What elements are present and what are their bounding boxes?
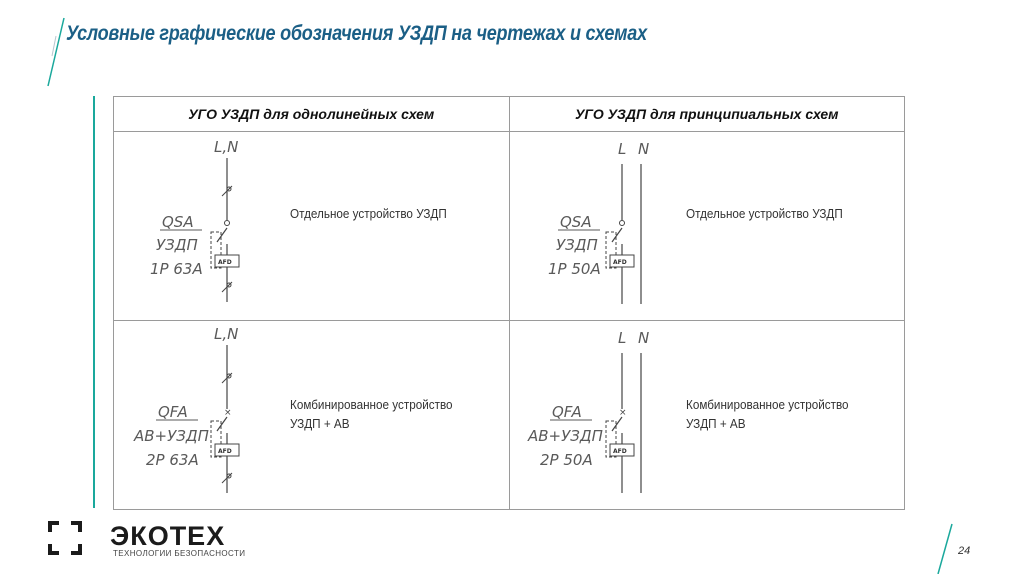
designation-line-1: QFA bbox=[551, 403, 582, 421]
designation-line-3: 2P 50A bbox=[539, 451, 593, 469]
line-label-l: L bbox=[617, 329, 626, 347]
header-schematic: УГО УЗДП для принципиальных схем bbox=[509, 97, 905, 132]
ugo-table bbox=[113, 96, 905, 510]
designation-line-3: 1P 63A bbox=[150, 260, 203, 278]
designation-line-1: QSA bbox=[162, 213, 194, 231]
bus-label: L,N bbox=[214, 138, 239, 156]
cell-single-line-combined bbox=[114, 321, 510, 510]
line-label-n: N bbox=[637, 329, 649, 347]
designation-line-1: QFA bbox=[158, 403, 188, 421]
device-tag: AFD bbox=[218, 448, 232, 455]
logo-mark-icon bbox=[48, 521, 82, 555]
description bbox=[686, 204, 843, 223]
line-label-n: N bbox=[637, 140, 649, 158]
breaker-cross-icon: × bbox=[618, 408, 627, 418]
description-line-2: УЗДП + АВ bbox=[685, 416, 746, 431]
description-line-1: Отдельное устройство УЗДП bbox=[290, 206, 447, 221]
description bbox=[290, 395, 453, 433]
bus-label: L,N bbox=[214, 325, 239, 343]
accent-lines-bottom-right bbox=[934, 522, 956, 574]
schematic-afd-symbol bbox=[510, 132, 906, 320]
device-tag: AFD bbox=[218, 259, 232, 266]
table-row bbox=[114, 132, 905, 321]
description-line-1: Отдельное устройство УЗДП bbox=[685, 206, 843, 221]
description-line-2: УЗДП + АВ bbox=[290, 416, 350, 431]
table-row bbox=[114, 321, 905, 510]
designation-line-2: АВ+УЗДП bbox=[134, 427, 209, 445]
single-line-afd-symbol bbox=[114, 132, 510, 320]
brand-name: ЭКОТЕХ bbox=[110, 521, 226, 551]
header-single-line: УГО УЗДП для однолинейных схем bbox=[114, 97, 510, 132]
cell-single-line-afd bbox=[114, 132, 510, 321]
line-label-l: L bbox=[617, 140, 626, 158]
description bbox=[686, 395, 849, 433]
brand-tagline: ТЕХНОЛОГИИ БЕЗОПАСНОСТИ bbox=[113, 549, 246, 558]
breaker-cross-icon: × bbox=[224, 408, 232, 418]
designation-line-2: УЗДП bbox=[156, 236, 198, 254]
device-tag: AFD bbox=[612, 448, 627, 455]
designation-line-1: QSA bbox=[559, 213, 592, 231]
cell-schematic-afd bbox=[509, 132, 905, 321]
designation-line-2: УЗДП bbox=[555, 236, 598, 254]
description bbox=[290, 204, 447, 223]
slide-title: Условные графические обозначения УЗДП на чертежах и схемах bbox=[66, 22, 647, 45]
page-number: 24 bbox=[958, 545, 971, 557]
designation-line-3: 2P 63A bbox=[146, 451, 199, 469]
accent-bar-left bbox=[93, 96, 95, 508]
description-line-1: Комбинированное устройство bbox=[685, 397, 849, 412]
accent-lines-top-left bbox=[44, 16, 68, 88]
device-tag: AFD bbox=[612, 259, 627, 266]
designation-line-3: 1P 50A bbox=[547, 260, 601, 278]
description-line-1: Комбинированное устройство bbox=[290, 397, 453, 412]
cell-schematic-combined bbox=[509, 321, 905, 510]
designation-line-2: АВ+УЗДП bbox=[527, 427, 603, 445]
